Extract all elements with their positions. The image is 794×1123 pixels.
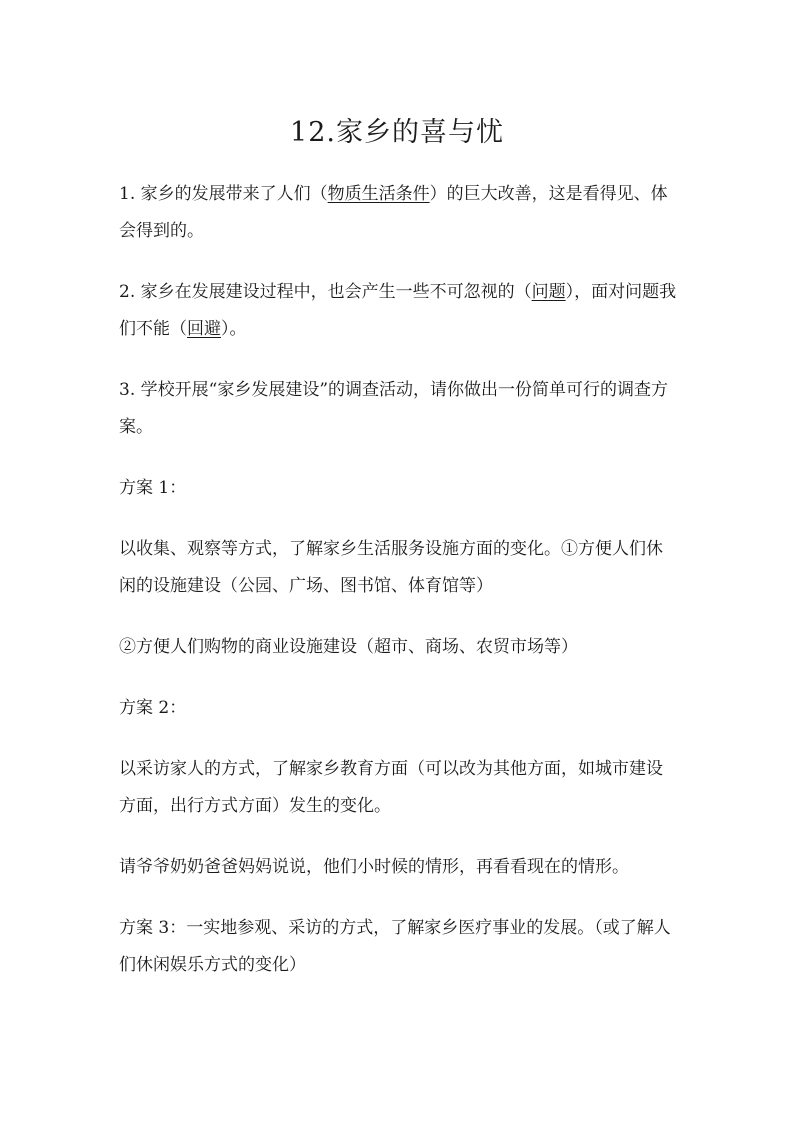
- question-2-answer-1: 问题: [531, 282, 566, 302]
- plan-1-text: 以收集、观察等方式，了解家乡生活服务设施方面的变化。①方便人们休闲的设施建设（公园、广场、图书馆、体育馆等）: [119, 539, 663, 596]
- document-title: 12.家乡的喜与忧: [290, 117, 504, 148]
- question-1-answer: 物质生活条件: [327, 184, 430, 204]
- plan-2-label: 方案 2：: [119, 698, 187, 718]
- question-1-text-before: 1. 家乡的发展带来了人们（: [119, 184, 328, 204]
- question-1-text-after: ）的巨大改善，这是看得见、体会得到的。: [119, 184, 668, 241]
- question-2: [119, 274, 679, 348]
- plan-1-label: 方案 1：: [119, 478, 187, 498]
- plan-2-note: 请爷爷奶奶爸爸妈妈说说，他们小时候的情形，再看看现在的情形。: [119, 857, 629, 877]
- plan-3-text: 方案 3：一实地参观、采访的方式，了解家乡医疗事业的发展。（或了解人们休闲娱乐方式的变化）: [119, 918, 671, 975]
- plan-1-item-2: ②方便人们购物的商业设施建设（超市、商场、农贸市场等）: [119, 637, 578, 657]
- question-1: [119, 176, 679, 250]
- question-3: 3. 学校开展“家乡发展建设”的调查活动，请你做出一份简单可行的调查方案。: [119, 380, 669, 437]
- document-body: [119, 176, 679, 1008]
- plan-2-text: 以采访家人的方式，了解家乡教育方面（可以改为其他方面，如城市建设方面，出行方式方面）发生的变化。: [119, 759, 663, 816]
- question-2-text-middle: ），面对问题我们不能（: [119, 282, 677, 339]
- question-2-text-before: 2. 家乡在发展建设过程中，也会产生一些不可忽视的（: [119, 282, 532, 302]
- question-2-text-after: ）。: [221, 319, 247, 339]
- question-2-answer-2: 回避: [187, 319, 221, 339]
